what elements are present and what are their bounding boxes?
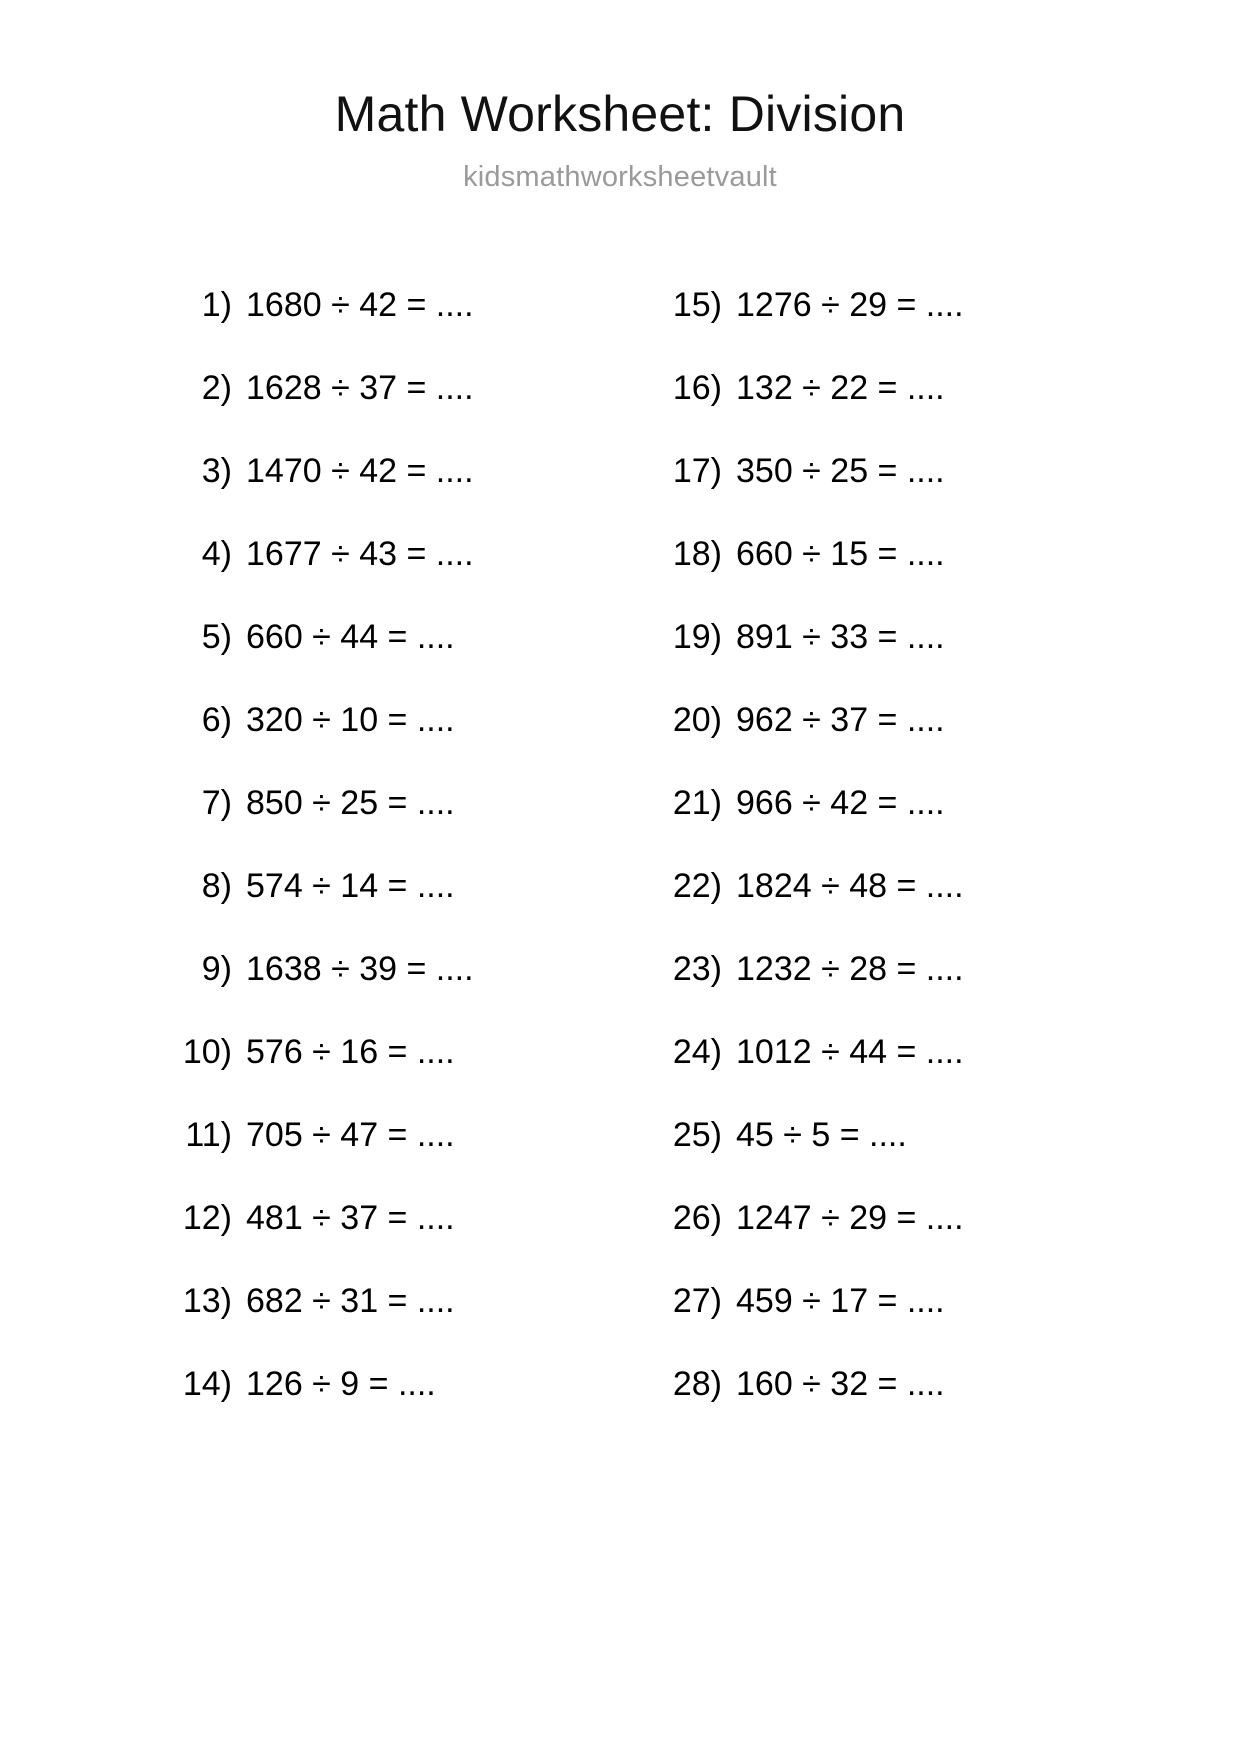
problem-expression: 1470 ÷ 42 = .... [246,452,474,490]
problem-expression: 962 ÷ 37 = .... [736,701,945,739]
problem-expression: 1677 ÷ 43 = .... [246,535,474,573]
problem-number: 28) [672,1365,722,1403]
problem-expression: 576 ÷ 16 = .... [246,1033,455,1071]
problem-item [160,950,600,1033]
problem-expression: 660 ÷ 44 = .... [246,618,455,656]
problem-expression: 850 ÷ 25 = .... [246,784,455,822]
problem-expression: 705 ÷ 47 = .... [246,1116,455,1154]
page-title: Math Worksheet: Division [334,86,906,142]
problem-expression: 1638 ÷ 39 = .... [246,950,474,988]
problem-expression: 891 ÷ 33 = .... [736,618,945,656]
problem-number: 8) [201,867,232,905]
problem-number: 12) [182,1199,232,1237]
problem-number: 26) [672,1199,722,1237]
problem-number: 4) [201,535,232,573]
problem-item [160,618,600,701]
problem-expression: 682 ÷ 31 = .... [246,1282,455,1320]
problem-number: 20) [672,701,722,739]
problem-expression: 45 ÷ 5 = .... [736,1116,907,1154]
problem-column-right [640,286,1080,1448]
problem-expression: 126 ÷ 9 = .... [246,1365,436,1403]
problem-expression: 1628 ÷ 37 = .... [246,369,474,407]
problem-number: 23) [672,950,722,988]
problem-item [160,1365,600,1448]
problem-item [640,1116,1080,1199]
problem-item [640,701,1080,784]
problem-number: 13) [182,1282,232,1320]
problem-item [160,369,600,452]
problem-number: 24) [672,1033,722,1071]
problem-number: 21) [672,784,722,822]
page-subtitle: kidsmathworksheetvault [463,161,777,193]
problem-item [640,535,1080,618]
problem-item [640,784,1080,867]
problem-item [640,1282,1080,1365]
problem-expression: 966 ÷ 42 = .... [736,784,945,822]
problem-expression: 1012 ÷ 44 = .... [736,1033,964,1071]
problem-item [640,286,1080,369]
problem-expression: 160 ÷ 32 = .... [736,1365,945,1403]
problem-number: 6) [201,701,232,739]
problem-expression: 1824 ÷ 48 = .... [736,867,964,905]
problem-expression: 350 ÷ 25 = .... [736,452,945,490]
problem-list [0,286,1240,1448]
problem-item [160,701,600,784]
problem-expression: 574 ÷ 14 = .... [246,867,455,905]
problem-column-left [160,286,600,1448]
problem-item [640,452,1080,535]
problem-item [160,1199,600,1282]
problem-number: 16) [672,369,722,407]
problem-number: 11) [185,1116,232,1154]
problem-item [160,1116,600,1199]
problem-item [160,867,600,950]
problem-expression: 320 ÷ 10 = .... [246,701,455,739]
problem-number: 27) [672,1282,722,1320]
problem-number: 19) [672,618,722,656]
problem-item [640,950,1080,1033]
problem-item [640,618,1080,701]
problem-number: 2) [201,369,232,407]
problem-item [160,1033,600,1116]
problem-item [160,452,600,535]
problem-number: 3) [201,452,232,490]
problem-expression: 132 ÷ 22 = .... [736,369,945,407]
problem-expression: 1680 ÷ 42 = .... [246,286,474,324]
problem-number: 22) [672,867,722,905]
problem-item [640,867,1080,950]
problem-number: 25) [672,1116,722,1154]
problem-number: 7) [201,784,232,822]
problem-number: 15) [672,286,722,324]
problem-expression: 1247 ÷ 29 = .... [736,1199,964,1237]
problem-expression: 1276 ÷ 29 = .... [736,286,964,324]
problem-number: 1) [201,286,232,324]
problem-number: 18) [672,535,722,573]
problem-number: 17) [672,452,722,490]
problem-expression: 459 ÷ 17 = .... [736,1282,945,1320]
problem-item [160,784,600,867]
problem-item [640,1033,1080,1116]
problem-item [640,369,1080,452]
problem-item [160,1282,600,1365]
problem-item [160,286,600,369]
problem-item [640,1365,1080,1448]
problem-expression: 481 ÷ 37 = .... [246,1199,455,1237]
problem-item [640,1199,1080,1282]
problem-number: 9) [201,950,232,988]
problem-item [160,535,600,618]
problem-number: 10) [182,1033,232,1071]
problem-expression: 660 ÷ 15 = .... [736,535,945,573]
problem-number: 5) [201,618,232,656]
problem-number: 14) [182,1365,232,1403]
problem-expression: 1232 ÷ 28 = .... [736,950,964,988]
